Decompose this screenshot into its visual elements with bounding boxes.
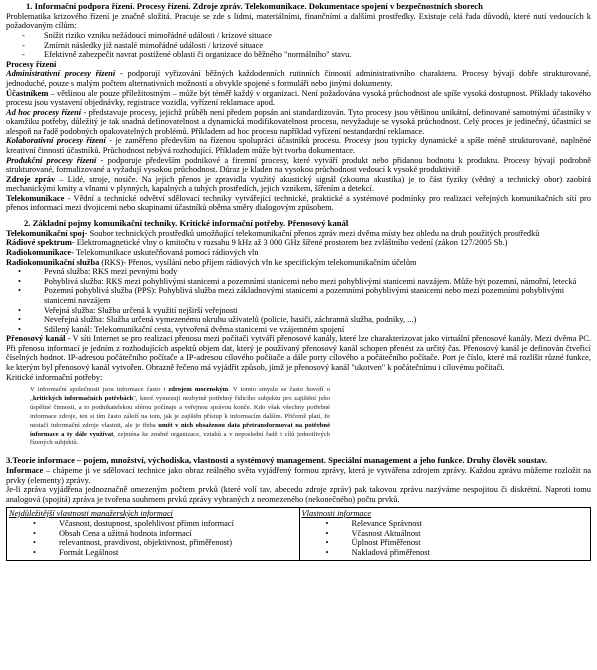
definition: - podporují vyřizování běžných každodenních rutinních činností administrativního charakteru. Procesy bývají dobře strukturované, jednoduché, pouze s malým počtem alternativních možností a obvykle spojené s formuláři nebo jinými dokumenty. <box>6 69 591 88</box>
section-3-heading: 3.Teorie informace – pojem, množství, východiska, vlastnosti a systémový management. Speciální management a jeho funkce. Druhy člověk soustav. <box>6 455 548 466</box>
manager-info-column <box>7 508 299 561</box>
term: Kolaborativní procesy řízení <box>6 136 106 146</box>
list-item: • Úplnost Přiměřenost <box>352 538 589 548</box>
list-item: • Formát Legálnost <box>59 548 297 558</box>
definition: - představuje procesy, jejichž průběh není předem popsán ani standardizován. Tyto procesy jsou většinou unikátní, definované samotnými účastníky v okamžiku potřeby, důležitý je tak snadná definovatelnost a dynamická modifikovatelnost procesu, nevyžaduje se vysoká průchodnost. Celý proces je jedinečný, účastníci se alespoň na řadě podobných opakovatelných problémů. Příkladem ad hoc procesu například vyřízení nestandardní reklamace. <box>6 107 591 136</box>
radiokom-paragraph <box>6 248 591 258</box>
list-item: - Zmírnit následky již nastalé mimořádné události / krizové situace <box>44 41 591 51</box>
zdroje-paragraph <box>6 175 591 194</box>
term: Administrativní procesy řízení <box>6 69 116 79</box>
definition: – chápeme ji ve sdělovací technice jako obraz reálného světa vyjádřený formou zprávy, která je vytvářena zdrojem zprávy. Každou zprávu můžeme rozložit na prvky (elementy) zprávy. <box>6 466 591 485</box>
list-item: • relevantnost, pravdivost, objektivnost, přiměřenost) <box>59 538 297 548</box>
sluzba-paragraph <box>6 258 591 268</box>
ucastnik-paragraph <box>6 89 591 108</box>
kanal-paragraph <box>6 334 591 372</box>
definition: - je zaměřeno především na řízenou spolupráci účastníků procesu. Procesy jsou typicky dynamické a spíše méně strukturované, naplněné kreativní činností účastníků. Průchodnost nebývá rozhodující. Příkladem může být tvorba dokumentace. <box>6 136 591 155</box>
definition: - podporuje především podnikové a firemní procesy, které vytváří produkt nebo přidanou hodnotu k produktu. Procesy bývají podrobně strukturované, formalizované a vyžadují vysokou průchodnost. Důraz je kladen na vysokou průchodnost vedoucí k vysoké produktivitě <box>6 155 591 175</box>
list-item: • Pevná služba: RKS mezi pevnými body <box>44 267 591 277</box>
excerpt-emphasis: zdrojem mocenským <box>168 386 229 394</box>
list-item: • Obsah Cena a užitná hodnota informací <box>59 529 297 539</box>
term: Účastníkem <box>6 88 49 98</box>
definition: - Vědní a technické odvětví sdělovací techniky vytvářející technické, praktické a systémové podmínky pro realizaci veřejných komunikačních sítí pro přenos informací mezi dvojicemi nebo skupinami účastníků oběma směry dialogovým způsobem. <box>6 193 591 213</box>
spoje-paragraph <box>6 229 591 239</box>
term: Telekomunikace <box>6 193 65 203</box>
term: Informace <box>6 466 44 476</box>
term: Ad hoc procesy řízení <box>6 107 82 117</box>
list-item: - Efektivně zabezpečit navrat postižené oblasti či organizace do běžného "normálního" stavu. <box>44 50 591 60</box>
list-item: • Včasnost Aktuálnost <box>352 529 589 539</box>
term: Radiokomunikace <box>6 248 72 258</box>
kriticke-label: Kritické informační potřeby: <box>6 372 103 382</box>
info-properties-column <box>299 508 591 561</box>
list-item: - Snížit riziko vzniku nežádoucí mimořádné události / krizové situace <box>44 31 591 41</box>
radio-paragraph <box>6 238 591 248</box>
excerpt-text: V informační společnosti jsou informace často i <box>30 386 169 394</box>
manager-info-list <box>9 519 297 557</box>
intro-paragraph: Problematika krizového řízení je značně složitá. Pracuje se zde s lidmi, materiálními, finančními a dalšími prostředky. Existuje celá řada důvodů, které nutí vedoucích k požadovaným cílům: <box>6 11 591 31</box>
term: Telekomunikační spoj <box>6 228 85 238</box>
definition: – Lidé, stroje, nosiče. Na jejich přenos je zpravidla využitý akustický signál (zkouma akustika) je to část fyziky (vědný a technický obor) zaobírá mechanickými kmity a vlnami v plynných, kapalných a tuhých prostředích, jejich vznikem, šířením a detekcí. <box>6 174 591 194</box>
definition: - Telekomunikace uskutečňovaná pomocí rádiových vln <box>71 248 259 258</box>
definition: - Elektromagnetické vlny o kmitočtu v rozsahu 9 kHz až 3 000 GHz šířené prostorem bez zvláštního vedení (zákon 127/2005 Sb.) <box>71 238 508 248</box>
info-properties-list <box>302 519 589 557</box>
excerpt-text: , zejména ke změně organizace, vztahů a v neposlední řadě i cílů jednotlivých řízených subjektů. <box>30 430 330 447</box>
excerpt-text: ", které vymezují nezbytně potřebný řídicího subjektu pro zajištění jeho úspěšné činnosti, a to podnikatelskou sférou počínaje a veřejnou správou konče. Kdo však všechny potřebné informace zdroje, ten si tím často záleží na tom, jak je zajištěn přístup k informacím dalším. Přičemž platí, že nestačí informační zdroje vlastnit, ale je třeba <box>30 395 330 429</box>
list-item: • Včasnost, dostupnost, spolehlivost přímm informací <box>59 519 297 529</box>
section-1-heading: 1. Informační podpora řízení. Procesy řízení. Zdroje zpráv. Telekomunikace. Dokumentace spojení v bezpečnostních sborech <box>26 1 483 11</box>
goals-list <box>6 31 591 60</box>
section-2-heading: 2. Základní pojmy komunikační techniky. Kritické informační potřeby. Přenosový kanál <box>24 218 349 229</box>
definition: – většinou ale pouze příležitostným – může být téměř každý v organizaci. Není požadována vysoká průchodnost ale spíše vysoká dostupnost. Příklady takového procesu jsou vystavení objednávky, registrace vozidla, vyřízení reklamace apod. <box>6 88 591 108</box>
list-item: • Veřejná služba: Služba určená k využití nejširší veřejnosti <box>44 306 591 316</box>
info-paragraph <box>6 466 591 485</box>
list-item: • Pohyblivá služba: RKS mezi pohyblivými stanicemi a pozemními stanicemi nebo mezi pohyblivými stanicemi navzájem. Může být pozemní, námořní, letecká <box>44 277 591 287</box>
excerpt-text: . V tomto smyslu se často hovoří o „ <box>30 386 330 403</box>
kolab-paragraph <box>6 136 591 155</box>
list-item: • Sdílený kanál: Telekomunikační cesta, vytvořená dvěma stanicemi ve vzájemném spojení <box>44 325 591 335</box>
telekom-paragraph <box>6 194 591 213</box>
term: Přenosový kanál <box>6 334 66 344</box>
info-more-paragraph: Je-li zpráva vyjádřena jednoznačně omezeným počtem prvků (které volí tav. abecedu zdroje zpráv) pak takovou zprávu nazýváme nespojitou či diskrétní. Naproti tomu analogová (spojitá) zpráva je tvořena souhrnem prvků zprávy vybraných z neomezeného (nekonečného) počtu prvků. <box>6 485 591 504</box>
column-title: Vlastnosti informace <box>301 508 372 518</box>
list-item: • Nakladová přiměřenost <box>352 548 589 558</box>
scanned-excerpt <box>30 386 330 448</box>
term: Rádiové spektrum <box>6 238 72 248</box>
adhoc-paragraph <box>6 108 591 137</box>
definition: - V síti Internet se pro realizaci přenosu mezi počítači vytváří přenosové kanály, které lze charakterizovat jako virtuální přenosové kanály. Mezi dvěma PC. Při přenosu informací je jedním z rozhodujících aspektů objem dat, který je používaný přenosový kanál schopen přenést za určitý čas. Přenosový kanál je definován čtveřicí číselných hodnot. IP-adresou počátečního počítače a IP-adresou cílového počítače a dále porty cílového a počátečního počítače. Port je číslo, které má rozlišit různé funkce, ke kterým byl přenosový kanál vytvořen. Obrazně řečeno má vyjádřit způsob, jímž je přenosový kanál "ukotven" k počátečnímu i cílovému počítači. <box>6 334 591 372</box>
column-title: Nejdůležitější vlastnosti manažerských informací <box>9 508 173 518</box>
term: Radiokomunikační služba <box>6 257 100 267</box>
term: Zdroje zpráv <box>6 174 56 184</box>
excerpt-emphasis: kritických informačních potřebách <box>32 395 134 403</box>
list-item: • Neveřejná služba: Služba určená vymezenému okruhu uživatelů (policie, hasiči, záchranná služba, podniky, ...) <box>44 315 591 325</box>
properties-table <box>6 507 591 562</box>
list-item: • Relevance Správnost <box>352 519 589 529</box>
prod-paragraph <box>6 156 591 175</box>
services-list <box>6 267 591 334</box>
excerpt-emphasis: umět v nich obsaženou data přetransformovat na potřebné informace a ty dále využívat <box>30 421 331 438</box>
list-item: • Pozemní pohyblivá služba (PPS): Pohyblivá služba mezi základnovými stanicemi a pozemními pohyblivými stanicemi nebo mezi pozemními pohyblivými stanicemi navzájem <box>44 286 591 305</box>
procesy-title: Procesy řízení <box>6 59 57 69</box>
admin-paragraph <box>6 69 591 88</box>
definition: - Soubor technických prostředků umožňující telekomunikační přenos zpráv mezi dvěma místy bez ohledu na druh použitých prostředků <box>84 228 540 238</box>
term: Produkční procesy řízení <box>6 155 97 165</box>
definition: (RKS)- Přenos, vysílání nebo příjem rádiových vln ke specifickým telekomunikačním účelům <box>99 257 417 267</box>
